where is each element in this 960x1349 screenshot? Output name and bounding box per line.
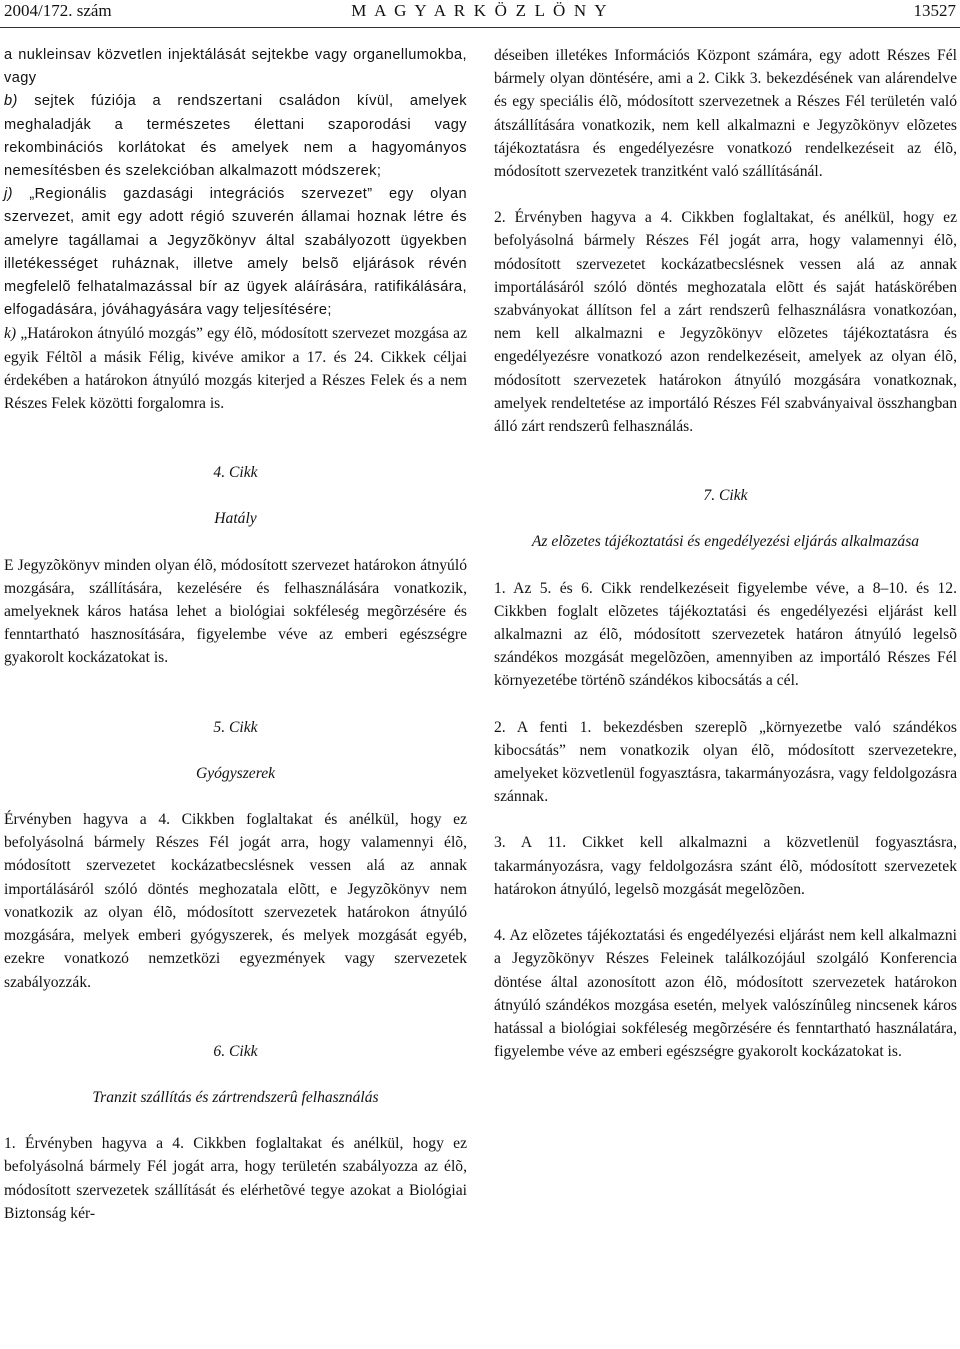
- header-rule: [0, 27, 960, 28]
- article-title: Hatály: [214, 510, 257, 528]
- article-number: 6. Cikk: [213, 1042, 258, 1060]
- paragraph: b) sejtek fúziója a rendszertani családon kívül, amelyek meghaladják a természetes élettani szaporodási vagy rekombinációs korlátokat és amelyek nem a hagyományos nemesítésben és szelekcióban alkalmazott módszerek;: [4, 93, 467, 180]
- paragraph: 1. Az 5. és 6. Cikk rendelkezéseit figyelembe véve, a 8–10. és 12. Cikkben foglalt elõzetes tájékoztatási és engedélyezési eljárást kell alkalmazni az élõ, módosított szervezetek határon átnyúló legelsõ szándékos mozgását megelõzõen, amennyiben az importáló Részes Fél környezetébe történõ szándékos kibocsátás a cél.: [494, 579, 957, 690]
- item-marker: j): [4, 186, 13, 203]
- left-column: [4, 44, 467, 1225]
- paragraph: 1. Érvényben hagyva a 4. Cikkben foglaltakat és anélkül, hogy ez befolyásolná bármely Fél jogát arra, hogy területén szabályozza az élõ, módosított szervezetek szállítását és elérhetõvé tegye azokat a Biológiai Biztonság kér-: [4, 1135, 467, 1222]
- page-header: [0, 0, 960, 24]
- article-title: Gyógyszerek: [195, 764, 276, 782]
- paragraph: Érvényben hagyva a 4. Cikkben foglaltakat és anélkül, hogy ez befolyásolná bármely Részes Fél jogát arra, hogy valamennyi élõ, módosított szervezetet kockázatbecslésnek vessen alá az annak importálásáról szóló döntés meghozatala elõtt, e Jegyzõkönyv nem vonatkozik az olyan élõ, módosított szervezetek határokon átnyúló mozgására, melyek emberi gyógyszerek, és melyek mozgását egyéb, ezekre vonatkozó nemzetközi egyezmények vagy szervezetek szabályozzák.: [4, 811, 467, 991]
- paragraph: 2. A fenti 1. bekezdésben szereplõ „környezetbe való szándékos kibocsátás” nem vonatkozik olyan élõ, módosított szervezetekre, amelyeket közvetlenül fogyasztásra, takarmányozásra, vagy feldolgozásra szánnak.: [494, 718, 957, 806]
- right-column: [494, 44, 957, 1063]
- article-title: Az elõzetes tájékoztatási és engedélyezési eljárás alkalmazása: [531, 533, 920, 551]
- paragraph: 2. Érvényben hagyva a 4. Cikkben foglaltakat, és anélkül, hogy ez befolyásolná bármely Részes Fél jogát arra, hogy valamennyi élõ, módosított szervezetet kockázatbecslésnek vessen alá az annak importálásáról szóló döntés meghozatala elõtt és saját hatáskörében szabványokat állítson fel a zárt rendszerû felhasználásra vonatkozóan, nem kell alkalmazni e Jegyzõkönyv elõzetes tájékoztatásra és engedélyezésre vonatkozó azon rendelkezéseit, amelyek az olyan élõ, módosított szervezetek határokon átnyúló mozgására vonatkoznak, amelyek rendeltetése az importáló Részes Fél szabványaival összhangban álló zárt rendszerû felhasználás.: [494, 209, 957, 436]
- page-number: 13527: [913, 1, 956, 20]
- paragraph: a nukleinsav közvetlen injektálását sejtekbe vagy organellumokba, vagy: [4, 47, 467, 87]
- article-number: 4. Cikk: [213, 464, 258, 482]
- item-marker: b): [4, 93, 18, 110]
- paragraph: déseiben illetékes Információs Központ számára, egy adott Részes Fél bármely olyan döntésére, ami a 2. Cikk 3. bekezdésének van alárendelve és egy speciális élõ, módosított szervezetnek a Részes Fél területén való átszállítására vonatkozik, nem kell alkalmazni e Jegyzõkönyv elõzetes tájékoztatásra és engedélyezésre vonatkozó rendelkezéseit az élõ, módosított szervezetek tranzitként való szállításánál.: [494, 47, 957, 181]
- item-marker: k): [4, 325, 17, 343]
- paragraph: 4. Az elõzetes tájékoztatási és engedélyezési eljárást nem kell alkalmazni a Jegyzõkönyv Részes Feleinek találkozójául szolgáló Konferencia döntése által azonosított azon élõ, módosított szervezetek határokon átnyúló szándékos mozgása esetén, melyek valószínûleg nincsenek káros hatással a biológiai sokféleség megõrzésére és fenntartható használatára, figyelembe véve az emberi egészségre gyakorolt kockázatokat is.: [494, 927, 957, 1061]
- paragraph: E Jegyzõkönyv minden olyan élõ, módosított szervezet határokon átnyúló mozgására, szállítására, kezelésére és felhasználására vonatkozik, amelyeknek káros hatása lehet a biológiai sokféleség megõrzésére és fenntartható hasznosítására, figyelembe véve az emberi egészségre gyakorolt kockázatokat is.: [4, 556, 467, 667]
- article-title: Tranzit szállítás és zártrendszerû felhasználás: [92, 1088, 379, 1106]
- paragraph: j) „Regionális gazdasági integrációs szervezet” egy olyan szervezet, amit egy adott régió szuverén államai hoznak létre és amelyre tagállamai a Jegyzõkönyv által szabályozott ügyekben illetékességet ruháznak, illetve amely belsõ eljárások révén megfelelõ felhatalmazással bír az ügyek aláírására, ratifikálására, elfogadására, jóváhagyására vagy teljesítésére;: [4, 186, 467, 319]
- paragraph: k) „Határokon átnyúló mozgás” egy élõ, módosított szervezet mozgása az egyik Féltõl a másik Félig, kivéve amikor a 17. és 24. Cikkek céljai érdekében a határokon átnyúló mozgás kiterjed a Részes Felek és a nem Részes Felek közötti forgalomra is.: [4, 325, 467, 413]
- article-number: 5. Cikk: [213, 718, 258, 736]
- paragraph: 3. A 11. Cikket kell alkalmazni a közvetlenül fogyasztásra, takarmányozásra, vagy feldolgozásra szánt élõ, módosított szervezetek határokon átnyúló, legelsõ mozgását megelõzõen.: [494, 834, 957, 898]
- journal-title: M A G Y A R K Ö Z L Ö N Y: [351, 1, 609, 20]
- article-number: 7. Cikk: [703, 487, 748, 505]
- issue-date: 2004/172. szám: [4, 1, 112, 20]
